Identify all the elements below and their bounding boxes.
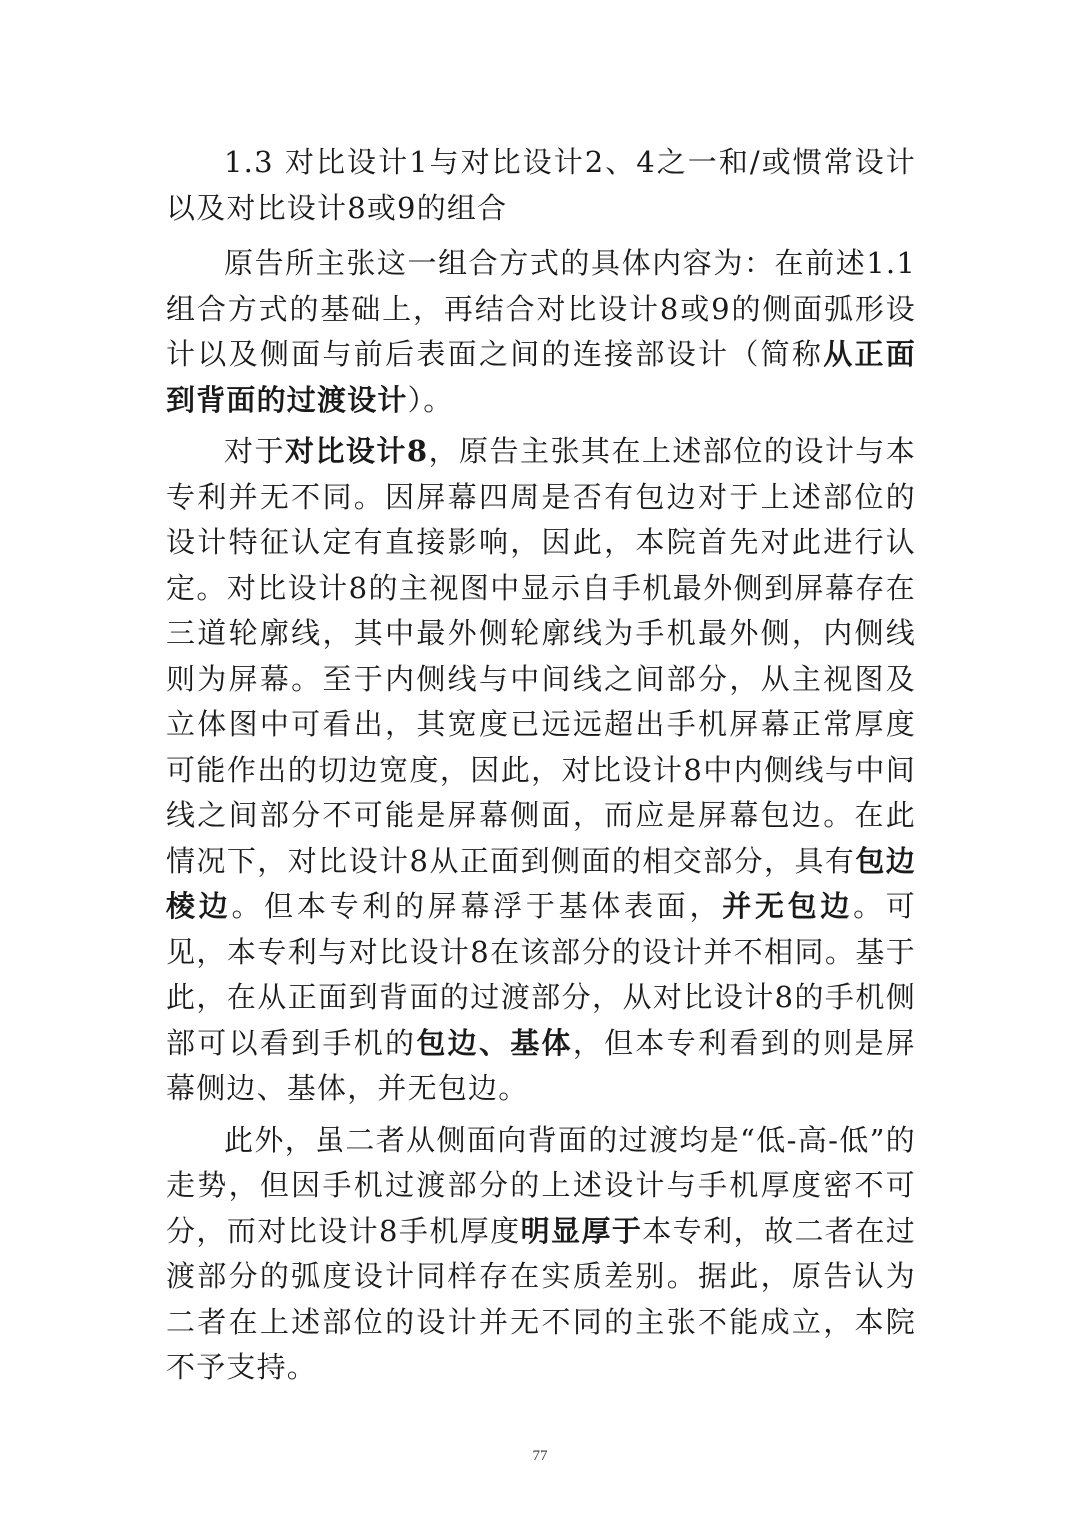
paragraph-2-bold-a: 对比设计8 [284, 434, 429, 468]
paragraph-2 [166, 429, 916, 1112]
paragraph-3-bold-a: 明显厚于 [520, 1213, 643, 1248]
document-body [166, 140, 916, 1397]
paragraph-3-text-b: 本专利，故二者在过渡部分的弧度设计同样存在实质差别。据此，原告认为二者在上述部位的设计并无不同的主张不能成立，本院不予支持。 [166, 1213, 916, 1384]
paragraph-2-bold-b: 包边棱边 [166, 843, 916, 923]
paragraph-1-text-b: ）。 [407, 382, 454, 417]
paragraph-2-bold-d: 包边、基体 [416, 1025, 573, 1060]
paragraph-2-text-d: 。可见，本专利与对比设计8在该部分的设计并不相同。基于此，在从正面到背面的过渡部分，从对比设计8的手机侧部可以看到手机的 [166, 889, 916, 1060]
paragraph-1 [166, 241, 916, 423]
paragraph-2-text-c: 。但本专利的屏幕浮于基体表面， [231, 889, 723, 923]
paragraph-2-bold-c: 并无包边 [722, 889, 854, 923]
paragraph-3-text-a: 此外，虽二者从侧面向背面的过渡均是“低-高-低”的走势，但因手机过渡部分的上述设计与手机厚度密不可分，而对比设计8手机厚度 [166, 1122, 916, 1248]
page-number: 77 [532, 1448, 548, 1464]
paragraph-3 [166, 1118, 916, 1391]
paragraph-1-text-a: 原告所主张这一组合方式的具体内容为：在前述1.1组合方式的基础上，再结合对比设计8或9的侧面弧形设计以及侧面与前后表面之间的连接部设计（简称 [166, 246, 916, 371]
paragraph-2-text-a: 对于 [224, 434, 285, 468]
section-heading: 1.3 对比设计1与对比设计2、4之一和/或惯常设计以及对比设计8或9的组合 [166, 145, 916, 225]
paragraph-1-bold-a: 从正面到背面的过渡设计 [166, 337, 916, 417]
paragraph-2-text-b: ，原告主张其在上述部位的设计与本专利并无不同。因屏幕四周是否有包边对于上述部位的设计特征认定有直接影响，因此，本院首先对此进行认定。对比设计8的主视图中显示自手机最外侧到屏幕存在三道轮廓线，其中最外侧轮廓线为手机最外侧，内侧线则为屏幕。至于内侧线与中间线之间部分，从主视图及立体图中可看出，其宽度已远远超出手机屏幕正常厚度可能作出的切边宽度，因此，对比设计8中内侧线与中间线之间部分不可能是屏幕侧面，而应是屏幕包边。在此情况下，对比设计8从正面到侧面的相交部分，具有 [166, 434, 916, 878]
paragraph-2-text-e: ，但本专利看到的则是屏幕侧边、基体，并无包边。 [166, 1025, 916, 1105]
